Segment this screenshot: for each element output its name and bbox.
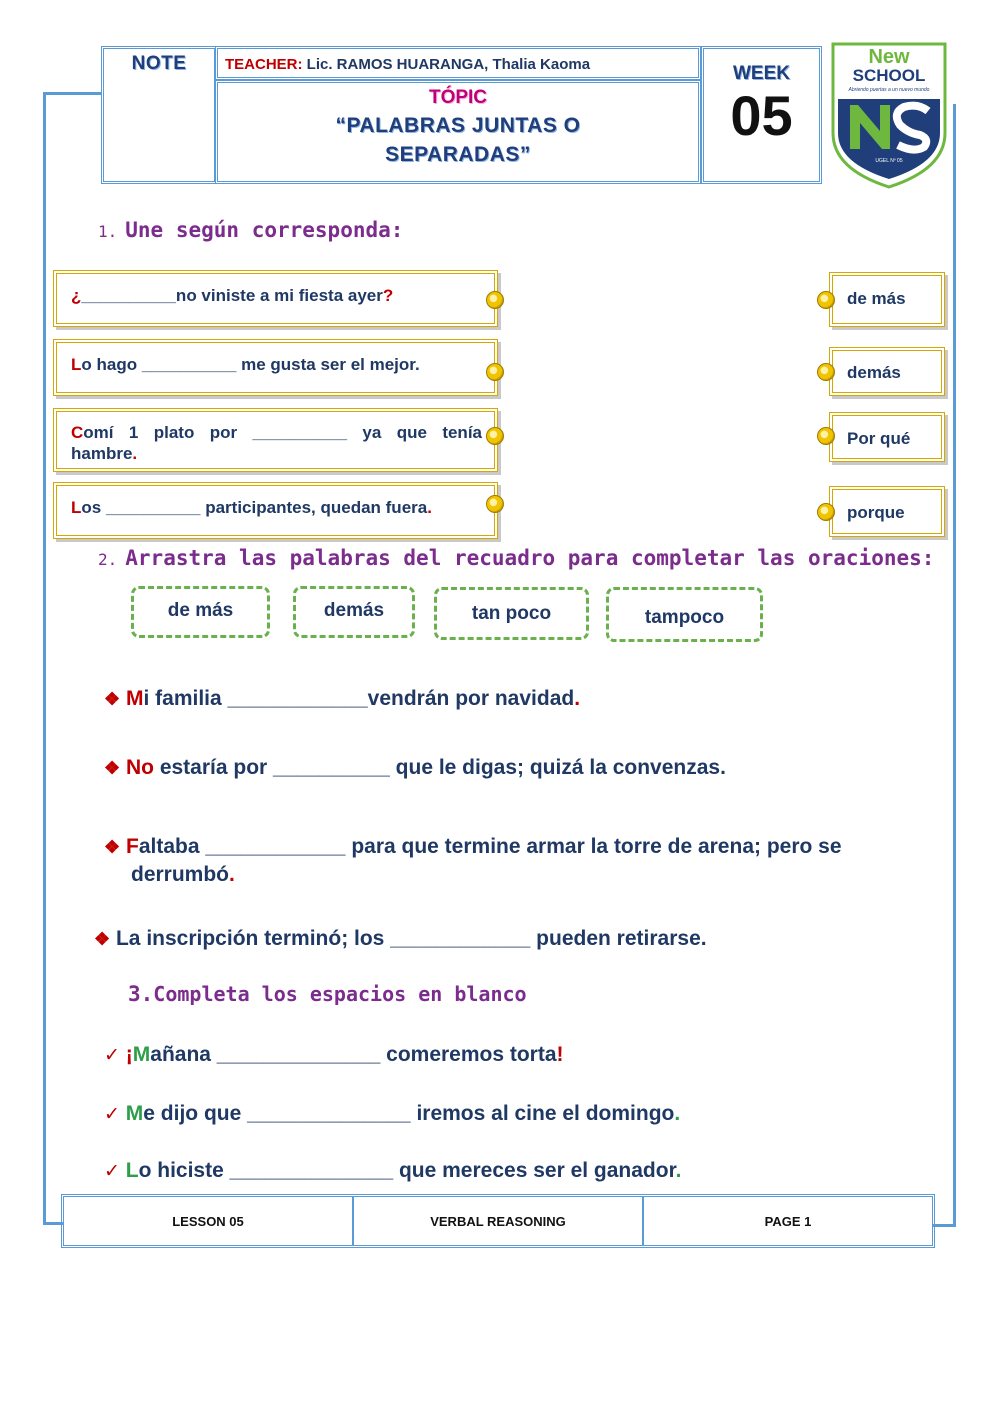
section3-title: Completa los espacios en blanco bbox=[153, 982, 527, 1006]
s2-sentence-1-end: . bbox=[574, 687, 581, 710]
s2-sentence-3-text: altaba ____________ para que termine armar la torre de arena; pero se bbox=[138, 835, 842, 858]
page-frame-bottom-right bbox=[933, 1224, 956, 1227]
s3-sentence-3-text: o hiciste ______________ que mereces ser el ganador bbox=[138, 1159, 676, 1182]
match-left-2-first: L bbox=[71, 355, 82, 374]
s2-sentence-3-first: F bbox=[125, 835, 139, 858]
school-logo bbox=[830, 41, 948, 189]
word-bank-item-4-text: tampoco bbox=[644, 607, 725, 628]
s2-sentence-4 bbox=[94, 927, 707, 951]
week-label: WEEK bbox=[733, 63, 790, 84]
match-left-3-end: . bbox=[132, 444, 138, 463]
s3-sentence-1-first: M bbox=[132, 1043, 151, 1066]
match-dot-left-3[interactable] bbox=[486, 427, 504, 445]
match-right-1[interactable] bbox=[829, 272, 945, 327]
topic-title-line2: SEPARADAS” bbox=[385, 143, 531, 166]
s3-sentence-3 bbox=[104, 1159, 681, 1183]
word-bank-item-2-text: demás bbox=[323, 600, 385, 621]
logo-footer: UGEL Nº 05 bbox=[875, 158, 903, 164]
s2-sentence-3-text2: derrumbó bbox=[131, 863, 230, 886]
check-mark-icon: ✓ bbox=[104, 1045, 120, 1066]
s3-sentence-1-end: ! bbox=[556, 1043, 564, 1066]
word-bank-item-2[interactable] bbox=[293, 586, 415, 638]
s3-sentence-1 bbox=[104, 1043, 564, 1067]
s3-sentence-2-first: M bbox=[125, 1102, 144, 1125]
section1-heading bbox=[98, 218, 403, 242]
s2-sentence-1-text: i familia ____________vendrán por navidad bbox=[143, 687, 575, 710]
check-mark-icon: ✓ bbox=[104, 1104, 120, 1125]
section2-title: Arrastra las palabras del recuadro para completar las oraciones: bbox=[125, 546, 935, 570]
match-dot-right-3[interactable] bbox=[817, 427, 835, 445]
topic-label: TÓPIC bbox=[428, 87, 488, 108]
s3-sentence-2-end: . bbox=[674, 1102, 681, 1125]
match-left-4-end: . bbox=[427, 498, 432, 517]
match-dot-left-2[interactable] bbox=[486, 363, 504, 381]
footer-subject: VERBAL REASONING bbox=[352, 1197, 642, 1245]
topic-title-line1: “PALABRAS JUNTAS O bbox=[335, 114, 581, 137]
s3-sentence-1-text: añana ______________ comeremos torta bbox=[150, 1043, 557, 1066]
match-left-3[interactable] bbox=[53, 408, 498, 472]
word-bank-item-1[interactable] bbox=[131, 586, 270, 638]
s2-sentence-3 bbox=[104, 833, 842, 888]
diamond-bullet-icon: ❖ bbox=[104, 758, 121, 778]
match-left-3-line1 bbox=[71, 422, 482, 443]
s3-sentence-3-first: L bbox=[125, 1159, 139, 1182]
page-frame-left bbox=[43, 92, 46, 1224]
note-label: NOTE bbox=[131, 53, 187, 74]
match-dot-right-4[interactable] bbox=[817, 503, 835, 521]
match-left-1[interactable] bbox=[53, 270, 498, 327]
note-box bbox=[101, 46, 217, 184]
teacher-name: Lic. RAMOS HUARANGA, Thalia Kaoma bbox=[306, 56, 591, 73]
match-left-3-text2: hambre bbox=[71, 444, 133, 463]
footer-page: PAGE 1 bbox=[642, 1197, 932, 1245]
match-left-3-text: omí 1 plato por __________ ya que tenía bbox=[83, 423, 482, 442]
page-footer bbox=[61, 1194, 935, 1248]
s3-sentence-2-text: e dijo que ______________ iremos al cine el domingo bbox=[143, 1102, 675, 1125]
match-left-3-line2 bbox=[71, 443, 482, 464]
footer-lesson: LESSON 05 bbox=[172, 1213, 244, 1229]
section1-number: 1. bbox=[98, 222, 118, 241]
week-number: 05 bbox=[730, 84, 793, 147]
section2-number: 2. bbox=[98, 550, 118, 569]
word-bank-item-3-text: tan poco bbox=[471, 603, 552, 624]
teacher-label: TEACHER: bbox=[225, 56, 303, 73]
match-left-1-first: ¿ bbox=[71, 286, 82, 305]
match-right-3-text: Por qué bbox=[847, 429, 911, 448]
topic-box bbox=[215, 80, 701, 184]
match-dot-right-1[interactable] bbox=[817, 291, 835, 309]
section3-number: 3. bbox=[128, 982, 154, 1006]
section2-heading bbox=[98, 546, 934, 570]
word-bank-item-1-text: de más bbox=[167, 600, 234, 621]
week-box bbox=[701, 46, 822, 184]
match-left-2[interactable] bbox=[53, 339, 498, 396]
word-bank-item-4[interactable] bbox=[606, 587, 763, 642]
match-left-4-first: L bbox=[71, 498, 82, 517]
teacher-box bbox=[215, 46, 701, 80]
word-bank-item-3[interactable] bbox=[434, 587, 589, 640]
s2-sentence-2-text: estaría por __________ que le digas; quizá la convenzas. bbox=[153, 756, 726, 779]
match-left-1-text: __________no viniste a mi fiesta ayer bbox=[81, 286, 383, 305]
s2-sentence-1 bbox=[104, 687, 580, 711]
logo-tagline: Abriendo puertas a un nuevo mundo bbox=[848, 87, 930, 93]
match-right-3[interactable] bbox=[829, 412, 945, 462]
s2-sentence-2-first: No bbox=[125, 756, 154, 779]
s2-sentence-3-line2 bbox=[131, 861, 842, 888]
logo-line2: SCHOOL bbox=[852, 66, 926, 85]
match-right-2-text: demás bbox=[847, 363, 901, 382]
s3-sentence-2 bbox=[104, 1102, 680, 1126]
match-left-1-end: ? bbox=[382, 286, 394, 305]
match-right-1-text: de más bbox=[847, 289, 906, 308]
s3-sentence-1-pre: ¡ bbox=[125, 1043, 133, 1066]
match-dot-left-1[interactable] bbox=[486, 291, 504, 309]
diamond-bullet-icon: ❖ bbox=[104, 689, 121, 709]
s2-sentence-3-end: . bbox=[229, 863, 235, 886]
teacher-line bbox=[225, 56, 590, 73]
match-left-3-first: C bbox=[71, 423, 84, 442]
s2-sentence-2 bbox=[104, 756, 726, 780]
page-frame-top bbox=[43, 92, 101, 95]
match-dot-right-2[interactable] bbox=[817, 363, 835, 381]
check-mark-icon: ✓ bbox=[104, 1161, 120, 1182]
s2-sentence-1-first: M bbox=[125, 687, 144, 710]
match-right-4[interactable] bbox=[829, 486, 945, 537]
match-left-2-text: o hago __________ me gusta ser el mejor. bbox=[81, 355, 420, 374]
section1-title: Une según corresponda: bbox=[125, 218, 404, 242]
page-frame-right bbox=[953, 104, 956, 1226]
logo-line1: New bbox=[868, 46, 910, 68]
diamond-bullet-icon: ❖ bbox=[94, 929, 111, 949]
match-left-4-text: os __________ participantes, quedan fuera bbox=[81, 498, 428, 517]
s3-sentence-3-end: . bbox=[675, 1159, 682, 1182]
page-frame-bottom bbox=[43, 1222, 63, 1225]
match-dot-left-4[interactable] bbox=[486, 495, 504, 513]
match-left-4[interactable] bbox=[53, 482, 498, 539]
match-right-4-text: porque bbox=[847, 503, 905, 522]
s2-sentence-4-text: La inscripción terminó; los ____________ pueden retirarse. bbox=[115, 927, 707, 950]
diamond-bullet-icon: ❖ bbox=[104, 837, 121, 857]
match-right-2[interactable] bbox=[829, 347, 945, 396]
section3-heading bbox=[128, 982, 527, 1006]
